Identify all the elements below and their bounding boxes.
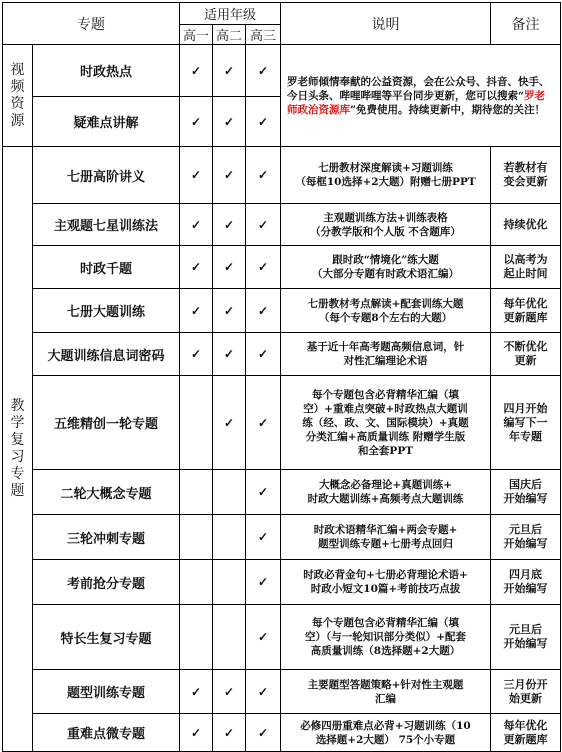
topic-note [491,204,561,246]
topic-name: 三轮冲刺专题 [33,515,180,560]
note-line: 开始编写 [503,492,548,505]
check-mark-icon: ✓ [246,515,281,560]
topic-description [281,289,491,333]
description-line: 高质量训练（8选择题+2大题） [310,645,461,657]
topic-note [491,289,561,333]
check-mark-icon: ✓ [180,45,213,97]
description-line: （大部分专题有时政术语汇编） [312,268,459,280]
description-line: 七册教材考点解读+配套训练大题 [307,297,464,310]
description-line: 跟时政“情境化”练大题 [332,254,439,266]
check-mark-icon: ✓ [246,147,281,204]
description-line: 题型训练专题+七册考点回归 [318,538,453,550]
description-line: 对性汇编理论术语 [343,355,428,367]
description-line: （分教学版和个人版 不含题库） [310,225,461,238]
check-mark-icon: ✓ [180,246,213,289]
topic-name: 特长生复习专题 [33,605,180,670]
check-mark-icon: ✓ [180,289,213,333]
topic-name: 七册大题训练 [33,289,180,333]
description-line: 主要题型答题策略+针对性主观题 [307,678,464,691]
topic-note [491,605,561,670]
description-line: 七册教材深度解读+习题训练 [318,162,453,174]
description-line: 大概念必备理论+真题训练+ [318,479,453,491]
topic-note [491,246,561,289]
category-review [3,147,33,752]
header-grade-1: 高一 [180,25,213,45]
topic-description [281,204,491,246]
check-mark-icon [180,470,213,515]
category-char: 资 [10,95,25,112]
check-mark-icon: ✓ [213,97,246,147]
header-note: 备注 [491,3,561,45]
description-line: 空）（与一轮知识部分类似）+配套 [304,631,467,643]
highlight-text: 罗老师政治资源库 [287,89,546,116]
note-line: 开始编写 [503,537,548,550]
check-mark-icon: ✓ [246,45,281,97]
check-mark-icon: ✓ [246,289,281,333]
topic-description [281,333,491,376]
category-char: 频 [10,78,25,95]
note-line: 开始编写 [503,582,548,595]
topic-name: 题型训练专题 [33,670,180,714]
topic-note [491,560,561,605]
description-line: 必修四册重难点必背+习题训练（10 [300,719,471,732]
check-mark-icon: ✓ [180,147,213,204]
note-line: 更新 [514,354,537,367]
check-mark-icon: ✓ [213,246,246,289]
topic-description [281,670,491,714]
note-line: 开始编写 [503,637,548,650]
check-mark-icon: ✓ [180,97,213,147]
description-line: 每个专题包含必背精华汇编（填 [312,617,459,629]
topic-description [281,560,491,605]
description-line: （每个专题8个左右的大题） [318,311,453,324]
topic-name: 重难点微专题 [33,714,180,752]
category-char: 教 [10,398,25,414]
resource-table [2,2,561,752]
topic-name: 时政热点 [33,45,180,97]
check-mark-icon: ✓ [246,246,281,289]
header-grades-group: 适用年级 [180,3,281,25]
topic-name: 二轮大概念专题 [33,470,180,515]
topic-name: 时政千题 [33,246,180,289]
check-mark-icon: ✓ [180,333,213,376]
note-line: 四月底 [509,568,542,581]
check-mark-icon: ✓ [213,333,246,376]
table-row [3,470,561,515]
header-description: 说明 [281,3,491,45]
check-mark-icon: ✓ [246,333,281,376]
check-mark-icon: ✓ [213,204,246,246]
category-char: 复 [10,432,25,448]
topic-note [491,333,561,376]
table-row [3,246,561,289]
table-row [3,515,561,560]
table-row [3,376,561,470]
table-row [3,560,561,605]
topic-note [491,515,561,560]
description-line: 练（经、政、文、国际模块）+真题 [302,416,469,429]
header-row [3,3,561,25]
check-mark-icon [180,376,213,470]
table-row [3,333,561,376]
note-line: 若教材有 [503,161,548,174]
check-mark-icon: ✓ [246,204,281,246]
note-line: 年专题 [509,429,542,443]
check-mark-icon: ✓ [246,376,281,470]
description-line: 时政术语精华汇编+两会专题+ [313,524,458,536]
check-mark-icon: ✓ [213,45,246,97]
check-mark-icon [180,605,213,670]
note-line: 不断优化 [503,340,548,353]
description-line: 空）+重难点突破+时政热点大题训 [303,402,468,415]
header-grade-3: 高三 [246,25,281,45]
note-line: 变会更新 [503,175,548,188]
table-row [3,605,561,670]
category-char: 专 [10,466,25,482]
check-mark-icon: ✓ [246,470,281,515]
check-mark-icon: ✓ [246,560,281,605]
description-line: 时政小短文10篇+考前技巧点拔 [310,583,461,595]
topic-name: 考前抢分专题 [33,560,180,605]
description-line: 汇编 [375,692,396,705]
check-mark-icon [180,560,213,605]
category-char: 视 [10,61,25,78]
category-char: 学 [10,415,25,431]
note-line: 更新题库 [503,732,548,746]
table-row-video [3,45,561,97]
check-mark-icon: ✓ [213,714,246,752]
description-line: 主观题训练方法+训练表格 [323,211,448,224]
topic-description [281,470,491,515]
check-mark-icon: ✓ [246,670,281,714]
topic-description [281,376,491,470]
topic-note [491,670,561,714]
description-line: 选择题+2大题） 75个小专题 [315,733,456,746]
note-line: 每年优化 [503,296,548,310]
topic-note [491,470,561,515]
check-mark-icon: ✓ [180,714,213,752]
category-char: 源 [10,112,25,129]
note-line: 三月份开 [503,677,548,691]
video-description [281,45,561,147]
description-text: 罗老师倾情奉献的公益资源，会在公众号、抖音、快手、今日头条、哔哩哔哩等平台同步更新，您可以搜索“ [287,75,550,102]
topic-description [281,515,491,560]
table-row [3,147,561,204]
category-char: 习 [10,449,25,465]
note-line: 始更新 [509,691,542,705]
table-row [3,289,561,333]
topic-name: 五维精创一轮专题 [33,376,180,470]
check-mark-icon: ✓ [213,376,246,470]
category-video [3,45,33,147]
topic-name: 大题训练信息词密码 [33,333,180,376]
check-mark-icon: ✓ [180,670,213,714]
check-mark-icon: ✓ [246,97,281,147]
note-line: 每年优化 [503,718,548,732]
table-row [3,714,561,752]
description-line: 和全套PPT [357,444,414,457]
topic-note [491,376,561,470]
description-line: 分类汇编+高质量训练 附赠学生版 [305,430,466,443]
check-mark-icon: ✓ [213,147,246,204]
description-line: 时政大题训练+高频考点大题训练 [307,493,464,505]
table-row [3,670,561,714]
topic-name: 疑难点讲解 [33,97,180,147]
check-mark-icon [213,470,246,515]
check-mark-icon: ✓ [213,289,246,333]
topic-note [491,714,561,752]
description-text: ”免费使用。持续更新中，期待您的关注！ [350,103,546,116]
note-line: 国庆后 [509,478,542,491]
category-char: 题 [10,483,25,499]
check-mark-icon: ✓ [180,204,213,246]
note-line: 编写下一 [503,415,548,429]
topic-description [281,605,491,670]
topic-name: 七册高阶讲义 [33,147,180,204]
check-mark-icon [213,515,246,560]
topic-description [281,714,491,752]
topic-name: 主观题七星训练法 [33,204,180,246]
note-line: 更新题库 [503,310,548,324]
description-line: 时政必背金句+七册必背理论术语+ [303,569,468,581]
note-line: 以高考为 [503,253,548,266]
topic-description [281,246,491,289]
note-line: 元旦后 [509,623,542,636]
check-mark-icon [180,515,213,560]
note-line: 起止时间 [503,267,548,280]
note-line: 元旦后 [509,523,542,536]
table-row [3,204,561,246]
header-topic: 专题 [3,3,180,45]
header-grade-2: 高二 [213,25,246,45]
description-line: 基于近十年高考题高频信息词，针 [306,341,465,353]
check-mark-icon [213,560,246,605]
check-mark-icon: ✓ [213,670,246,714]
check-mark-icon: ✓ [246,714,281,752]
description-line: 每个专题包含必背精华汇编（填 [312,388,459,401]
note-line: 四月开始 [503,401,548,415]
check-mark-icon: ✓ [246,605,281,670]
note-line: 持续优化 [503,217,548,231]
topic-description [281,147,491,204]
check-mark-icon [213,605,246,670]
topic-note [491,147,561,204]
description-line: （每框10选择+2大题）附赠七册PPT [295,176,476,188]
